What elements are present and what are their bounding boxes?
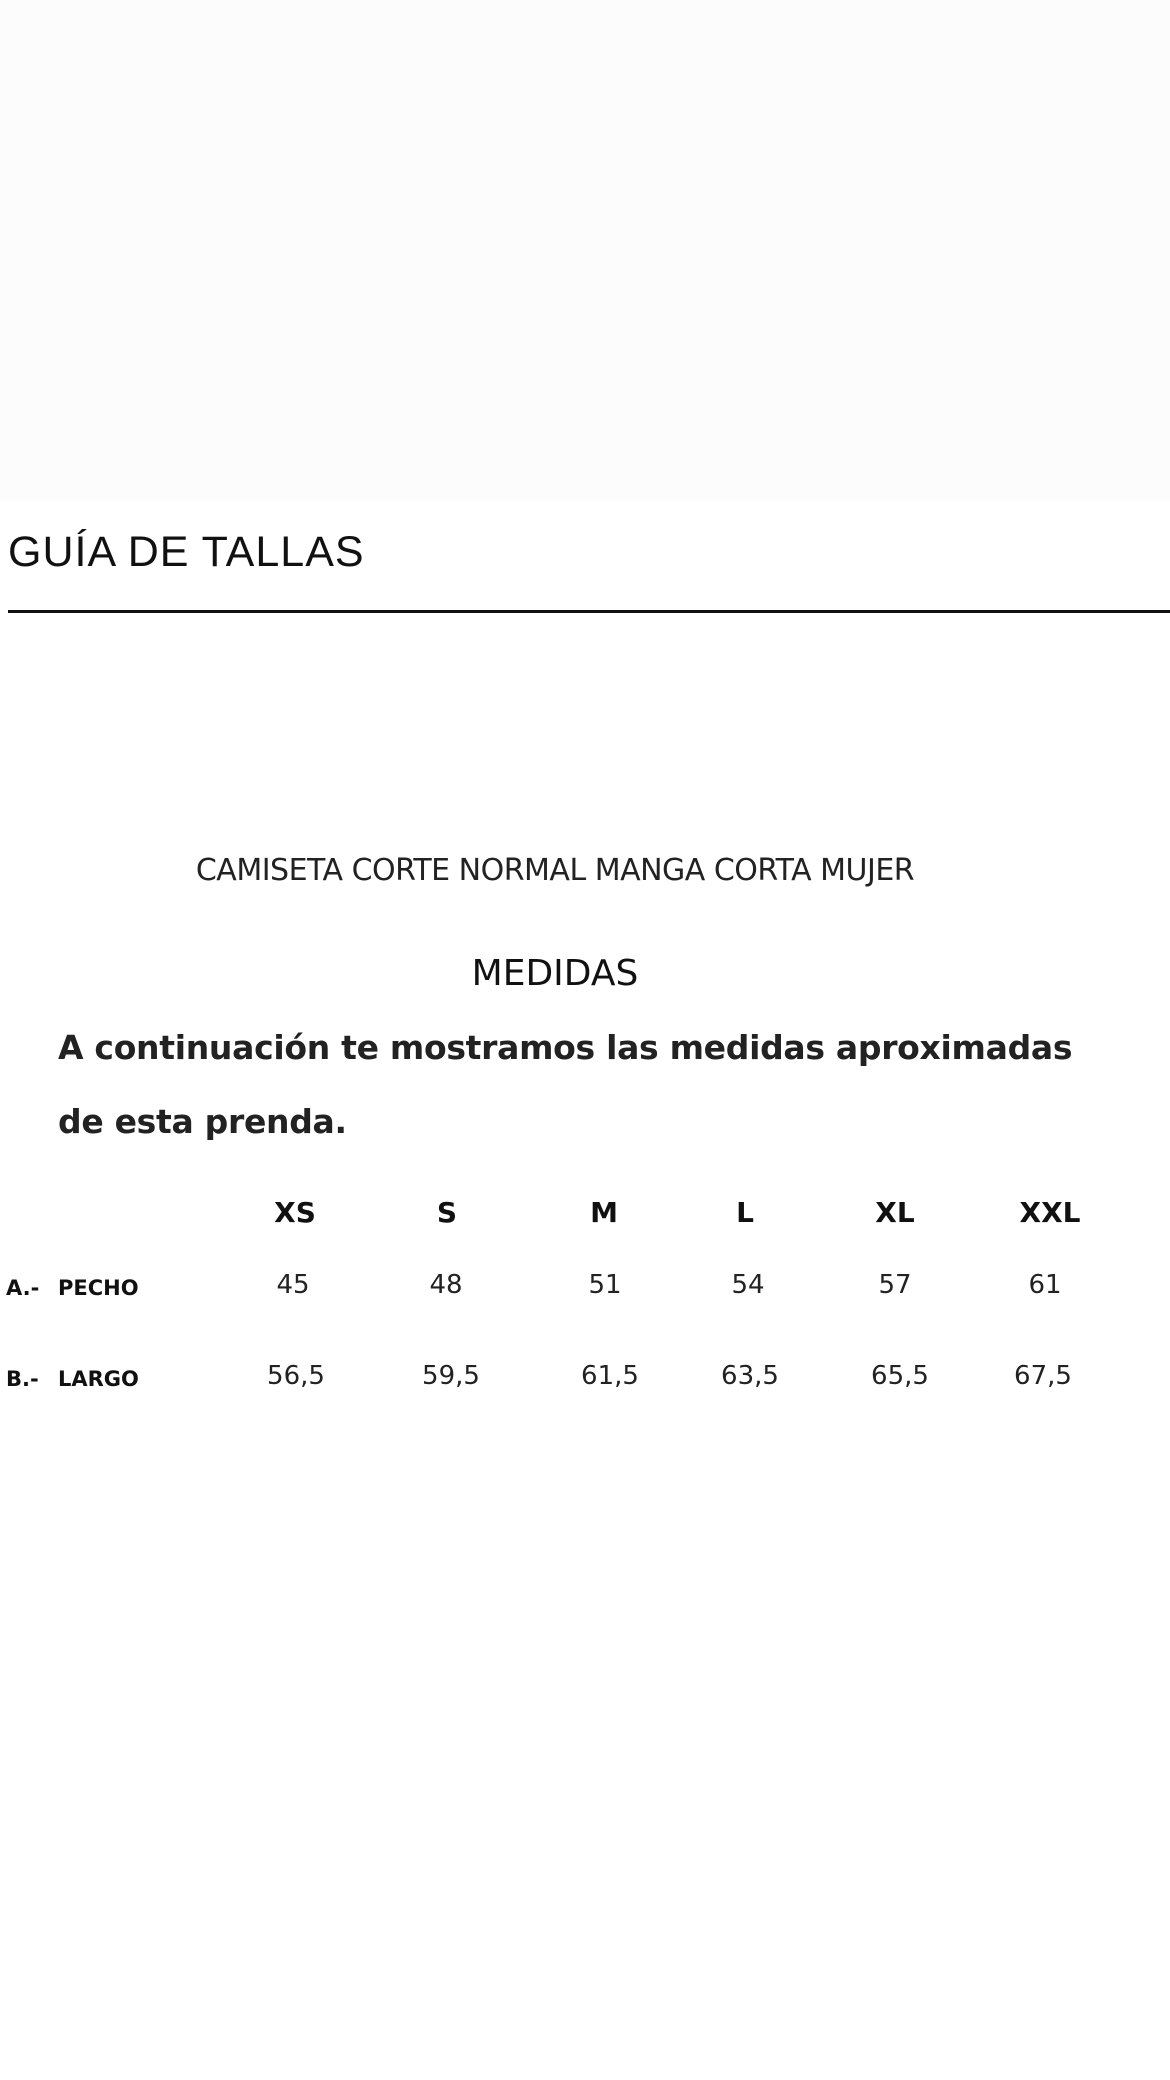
table-cell: 54 [731, 1270, 765, 1300]
table-cell: 61,5 [581, 1361, 639, 1391]
table-cell: 59,5 [422, 1361, 480, 1391]
size-header-l: L [736, 1196, 754, 1229]
table-cell: 65,5 [871, 1361, 929, 1391]
table-cell: 45 [276, 1270, 310, 1300]
intro-text-line-1: A continuación te mostramos las medidas aproximadas [58, 1028, 1073, 1067]
measures-heading: MEDIDAS [471, 953, 639, 994]
product-image-area [0, 0, 1170, 500]
size-header-xxl: XXL [1019, 1196, 1081, 1229]
table-cell: 57 [878, 1270, 912, 1300]
table-cell: 67,5 [1014, 1361, 1072, 1391]
row-code: B.- [6, 1367, 39, 1391]
table-cell: 56,5 [267, 1361, 325, 1391]
table-cell: 48 [429, 1270, 463, 1300]
size-chart-image [0, 613, 1170, 2080]
table-cell: 61 [1028, 1270, 1062, 1300]
row-label: LARGO [58, 1367, 139, 1391]
size-header-m: M [590, 1196, 618, 1229]
intro-text-line-2: de esta prenda. [58, 1102, 347, 1141]
size-header-xs: XS [274, 1196, 316, 1229]
size-header-s: S [436, 1196, 458, 1229]
row-label: PECHO [58, 1276, 139, 1300]
table-cell: 63,5 [721, 1361, 779, 1391]
table-cell: 51 [588, 1270, 622, 1300]
size-header-xl: XL [875, 1196, 915, 1229]
row-code: A.- [6, 1276, 40, 1300]
size-guide-title: GUÍA DE TALLAS [8, 528, 365, 576]
product-name: CAMISETA CORTE NORMAL MANGA CORTA MUJER [195, 853, 915, 888]
